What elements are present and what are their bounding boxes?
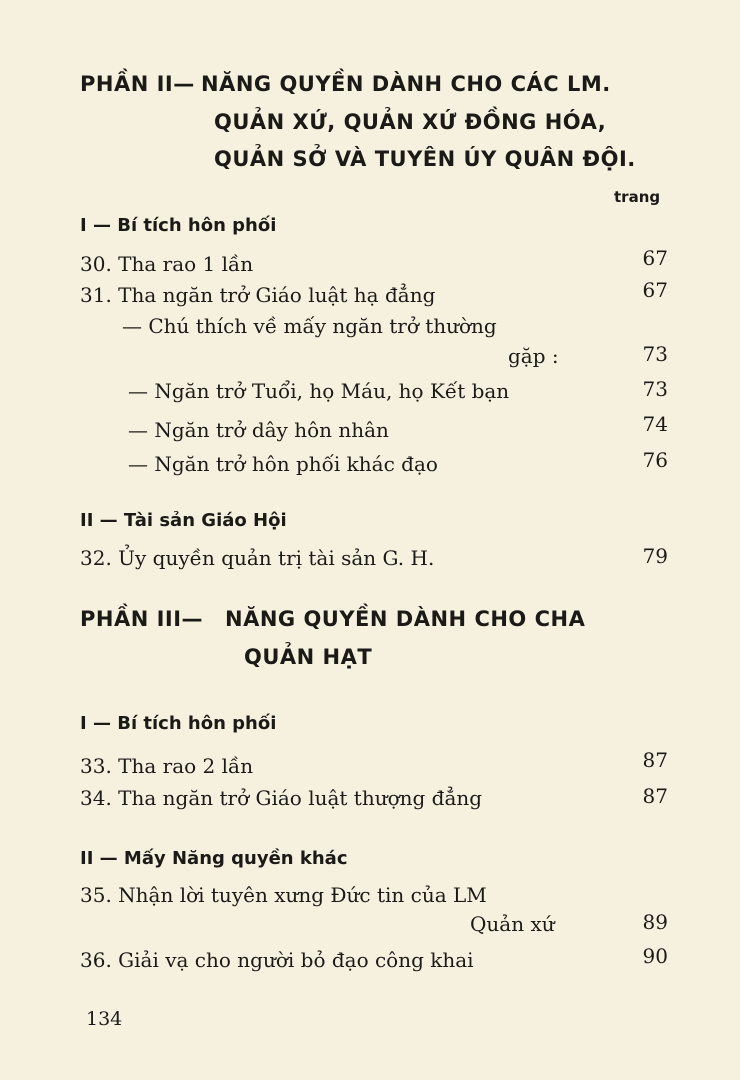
toc-page-number: 90 [642,944,668,968]
toc-entry: 32. Ủy quyền quản trị tài sản G. H. [80,546,435,570]
toc-page-number: 79 [642,544,668,568]
part-3-title-line-1: NĂNG QUYỀN DÀNH CHO CHA [225,607,586,631]
toc-page-number: 73 [642,377,668,401]
toc-entry: 36. Giải vạ cho người bỏ đạo công khai [80,948,474,972]
part-3-label: PHẦN III— [80,607,204,631]
toc-page-number: 67 [642,278,668,302]
toc-page-number: 87 [642,784,668,808]
toc-entry: 33. Tha rao 2 lần [80,754,254,778]
toc-entry: Quản xứ [470,912,555,936]
part-3-title-line-2: QUẢN HẠT [244,645,373,669]
toc-page-number: 76 [642,448,668,472]
toc-page-number: 74 [642,412,668,436]
part-2-label: PHẦN II— [80,72,195,96]
toc-entry: 35. Nhận lời tuyên xưng Đức tin của LM [80,883,487,907]
section-heading: I — Bí tích hôn phối [80,215,277,236]
toc-entry: — Chú thích về mấy ngăn trở thường [122,314,497,338]
section-heading: II — Tài sản Giáo Hội [80,510,287,531]
section-heading: II — Mấy Năng quyền khác [80,848,348,869]
toc-entry: — Ngăn trở hôn phối khác đạo [128,452,438,476]
toc-page-number: 67 [642,246,668,270]
toc-page-number: 73 [642,342,668,366]
toc-page-number: 89 [642,910,668,934]
toc-page-number: 87 [642,748,668,772]
toc-entry: — Ngăn trở dây hôn nhân [128,418,389,442]
page-column-label: trang [614,188,661,206]
page-number: 134 [86,1008,123,1030]
toc-entry: 34. Tha ngăn trở Giáo luật thượng đẳng [80,786,483,810]
part-2-title-line-2: QUẢN XỨ, QUẢN XỨ ĐỒNG HÓA, [214,110,607,134]
toc-entry: — Ngăn trở Tuổi, họ Máu, họ Kết bạn [128,379,510,403]
toc-entry: gặp : [508,344,559,368]
toc-entry: 30. Tha rao 1 lần [80,252,254,276]
section-heading: I — Bí tích hôn phối [80,713,277,734]
toc-entry: 31. Tha ngăn trở Giáo luật hạ đẳng [80,283,436,307]
part-2-title-line-3: QUẢN SỞ VÀ TUYÊN ÚY QUÂN ĐỘI. [214,147,636,171]
part-2-title-line-1: NĂNG QUYỀN DÀNH CHO CÁC LM. [201,72,611,96]
